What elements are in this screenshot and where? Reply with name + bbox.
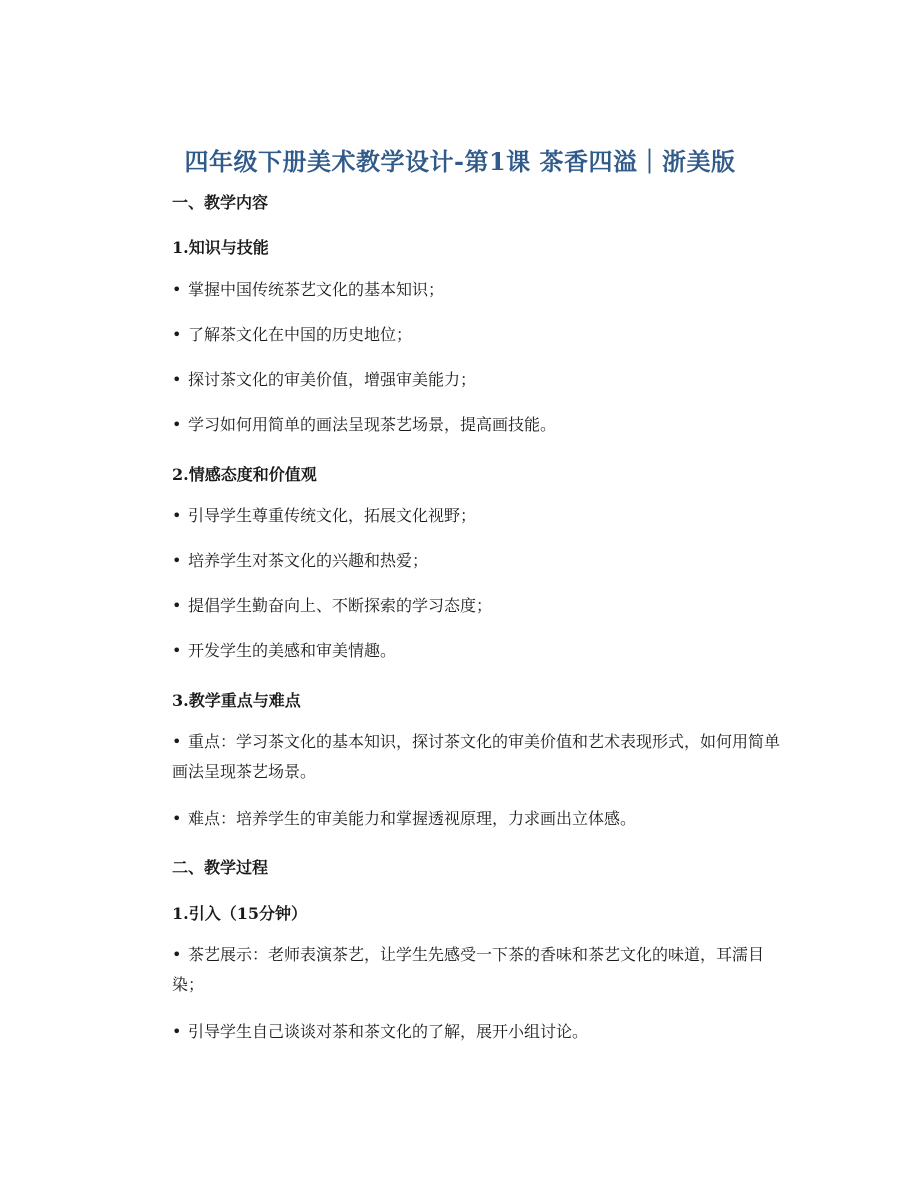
list-item <box>172 275 792 305</box>
subsection-heading: 1.引入（15分钟） <box>172 904 307 923</box>
list-item-text: 引导学生尊重传统文化，拓展文化视野； <box>188 506 477 525</box>
bullet-icon: • <box>172 945 182 964</box>
subsection-heading: 2.情感态度和价值观 <box>172 465 317 484</box>
bullet-icon: • <box>172 551 182 570</box>
list-item-text: 了解茶文化在中国的历史地位； <box>188 325 413 344</box>
list-item <box>172 940 792 1000</box>
list-item <box>172 410 792 440</box>
list-item <box>172 591 792 621</box>
bullet-icon: • <box>172 506 182 525</box>
bullet-icon: • <box>172 596 182 615</box>
list-item <box>172 501 792 531</box>
list-item-text: 学习如何用简单的画法呈现茶艺场景，提高画技能。 <box>188 415 557 434</box>
list-item-text: 提倡学生勤奋向上、不断探索的学习态度； <box>188 596 493 615</box>
list-item-text: 难点：培养学生的审美能力和掌握透视原理，力求画出立体感。 <box>188 809 637 828</box>
bullet-icon: • <box>172 732 182 751</box>
list-item-text: 培养学生对茶文化的兴趣和热爱； <box>188 551 429 570</box>
list-item-text: 掌握中国传统茶艺文化的基本知识； <box>188 280 445 299</box>
list-item <box>172 727 792 787</box>
section-heading: 一、教学内容 <box>172 193 269 212</box>
list-item <box>172 804 792 834</box>
list-item <box>172 320 792 350</box>
list-item <box>172 1017 792 1047</box>
bullet-icon: • <box>172 809 182 828</box>
bullet-icon: • <box>172 280 182 299</box>
subsection-heading: 3.教学重点与难点 <box>172 691 301 710</box>
bullet-icon: • <box>172 641 182 660</box>
list-item-text: 引导学生自己谈谈对茶和茶文化的了解，展开小组讨论。 <box>188 1022 589 1041</box>
list-item-text: 茶艺展示：老师表演茶艺，让学生先感受一下茶的香味和茶艺文化的味道，耳濡目染； <box>172 945 765 994</box>
bullet-icon: • <box>172 1022 182 1041</box>
document-title: 四年级下册美术教学设计-第1课 茶香四溢｜浙美版 <box>184 147 736 176</box>
list-item <box>172 546 792 576</box>
subsection-heading: 1.知识与技能 <box>172 238 269 257</box>
list-item-text: 开发学生的美感和审美情趣。 <box>188 641 397 660</box>
list-item-text: 重点：学习茶文化的基本知识，探讨茶文化的审美价值和艺术表现形式，如何用简单画法呈现茶艺场景。 <box>172 732 781 781</box>
bullet-icon: • <box>172 325 182 344</box>
list-item-text: 探讨茶文化的审美价值，增强审美能力； <box>188 370 477 389</box>
bullet-icon: • <box>172 415 182 434</box>
list-item <box>172 636 792 666</box>
bullet-icon: • <box>172 370 182 389</box>
section-heading: 二、教学过程 <box>172 858 269 877</box>
list-item <box>172 365 792 395</box>
